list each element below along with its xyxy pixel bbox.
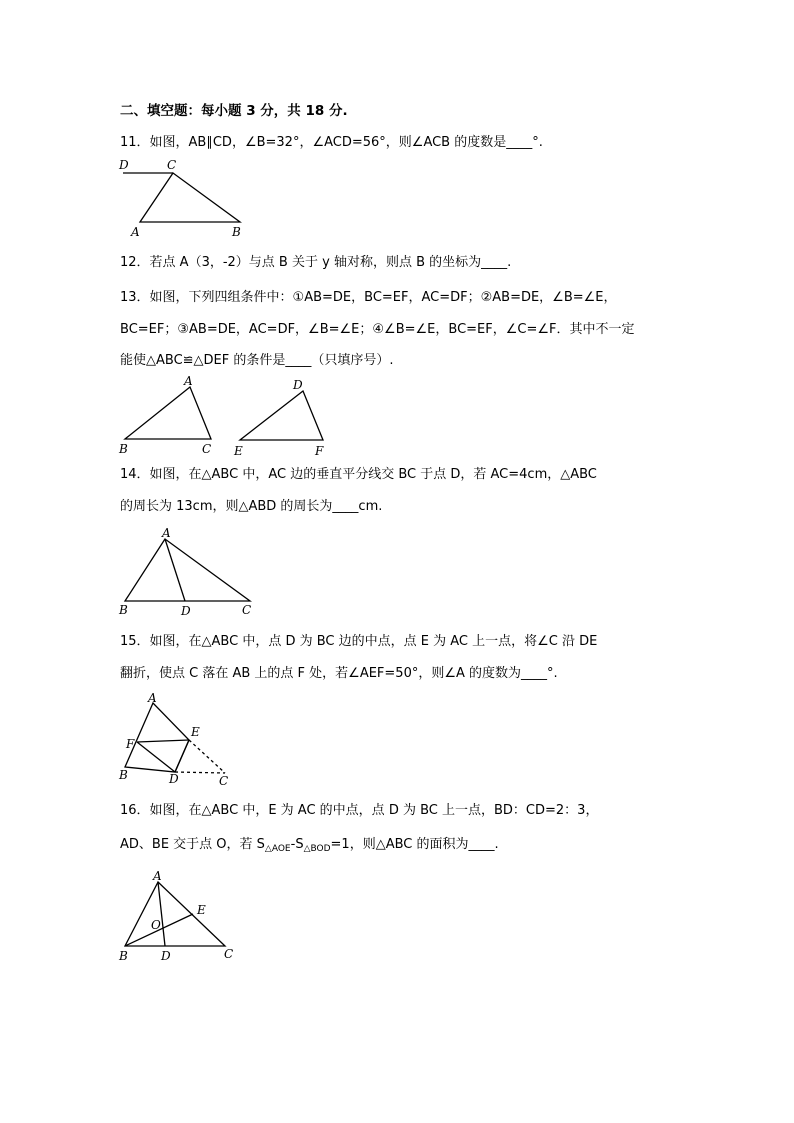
label-a: A	[162, 526, 171, 540]
label-o: O	[151, 918, 161, 932]
label-b: B	[119, 949, 128, 963]
label-c: C	[224, 947, 234, 961]
label-e: E	[191, 725, 200, 739]
question-14-line-2: 的周长为 13cm，则△ABD 的周长为____cm.	[120, 499, 383, 514]
question-14-line-1: 14．如图，在△ABC 中，AC 边的垂直平分线交 BC 于点 D，若 AC=4cm，△ABC	[120, 467, 597, 482]
triangle-abc	[125, 539, 250, 601]
segment-de	[175, 740, 189, 772]
segment-fe	[137, 740, 189, 742]
q16-text-part-1: AD、BE 交于点 O，若 S	[120, 837, 265, 852]
q15-figure	[115, 688, 245, 790]
q11-figure	[115, 155, 255, 240]
triangle-abc	[125, 882, 225, 946]
label-c: C	[242, 603, 252, 617]
question-15-line-2: 翻折，使点 C 落在 AB 上的点 F 处，若∠AEF=50°，则∠A 的度数为____°.	[120, 666, 558, 681]
q16-subscript-aoe: △AOE	[264, 844, 291, 854]
question-16-line-2	[120, 836, 499, 855]
q16-figure	[115, 866, 245, 966]
label-c: C	[167, 158, 177, 172]
question-13-line-2: BC=EF；③AB=DE，AC=DF，∠B=∠E；④∠B=∠E，BC=EF，∠C=∠F．其中不一定	[120, 322, 635, 337]
question-15-line-1: 15．如图，在△ABC 中，点 D 为 BC 边的中点，点 E 为 AC 上一点，将∠C 沿 DE	[120, 634, 598, 649]
label-a: A	[153, 869, 162, 883]
label-b: B	[119, 442, 128, 456]
question-13-line-3: 能使△ABC≌△DEF 的条件是____（只填序号）.	[120, 353, 394, 368]
label-e: E	[197, 903, 206, 917]
triangle-abc	[125, 387, 211, 439]
label-f: F	[126, 737, 135, 751]
q16-text-part-3: =1，则△ABC 的面积为____.	[330, 837, 499, 852]
label-b: B	[119, 768, 128, 782]
q16-subscript-bod: △BOD	[303, 844, 331, 854]
label-c: C	[202, 442, 212, 456]
question-16-line-1: 16．如图，在△ABC 中，E 为 AC 的中点，点 D 为 BC 上一点，BD：CD=2：3，	[120, 803, 599, 818]
segment-ec-dashed	[189, 740, 225, 773]
label-d: D	[293, 378, 303, 392]
triangle-def	[240, 391, 323, 440]
question-12-text: 12．若点 A（3，-2）与点 B 关于 y 轴对称，则点 B 的坐标为____.	[120, 255, 512, 270]
label-f: F	[315, 444, 324, 458]
label-d: D	[181, 604, 191, 618]
segment-ad	[165, 539, 185, 601]
question-13-line-1: 13．如图，下列四组条件中：①AB=DE，BC=EF，AC=DF；②AB=DE，∠B=∠E，	[120, 290, 617, 305]
label-d: D	[119, 158, 129, 172]
segment-ad	[158, 882, 165, 946]
segment-fd	[137, 742, 175, 772]
question-11-text: 11．如图，AB∥CD，∠B=32°，∠ACD=56°，则∠ACB 的度数是____°.	[120, 135, 543, 150]
segment-dc-dashed	[175, 772, 225, 773]
label-b: B	[119, 603, 128, 617]
label-a: A	[131, 225, 140, 239]
label-c: C	[219, 774, 229, 788]
label-a: A	[148, 691, 157, 705]
label-b: B	[232, 225, 241, 239]
label-d: D	[161, 949, 171, 963]
label-a: A	[184, 374, 193, 388]
q13-figure	[115, 372, 355, 460]
section-title: 二、填空题：每小题 3 分，共 18 分.	[120, 103, 348, 119]
q14-figure	[115, 525, 265, 620]
triangle-abc	[140, 173, 240, 222]
label-e: E	[234, 444, 243, 458]
q16-text-part-2: -S	[290, 837, 304, 852]
label-d: D	[169, 772, 179, 786]
